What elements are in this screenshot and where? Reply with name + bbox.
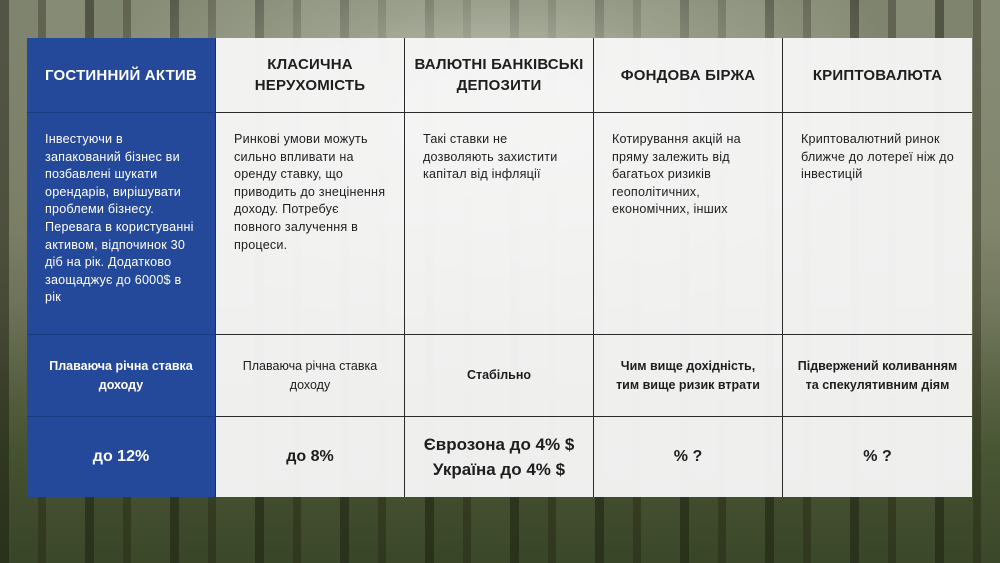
header-cryptocurrency [783, 38, 972, 113]
description-bank-deposits: Такі ставки не дозволяють захистити капітал від інфляції [405, 113, 594, 335]
header-label: КЛАСИЧНА НЕРУХОМІСТЬ [254, 56, 366, 94]
rate-hospitality-asset [27, 417, 216, 497]
rate-value: % ? [863, 448, 892, 465]
rate-cryptocurrency [783, 417, 972, 497]
header-stock-exchange [594, 38, 783, 113]
rate-value-ukraine: Україна до 4% $ [432, 460, 566, 479]
header-label: ФОНДОВА БІРЖА [620, 66, 756, 84]
description-cryptocurrency: Криптовалютний ринок ближче до лотереї ніж до інвестицій [783, 113, 972, 335]
header-label: КРИПТОВАЛЮТА [812, 66, 943, 84]
income-label: Чим вище дохідність, тим вище ризик втрати [616, 358, 760, 392]
description-stock-exchange: Котирування акцій на пряму залежить від багатьох ризиків геополітичних, економічних, інших [594, 113, 783, 335]
description-classic-real-estate: Ринкові умови можуть сильно впливати на оренду ставку, що приводить до знецінення доходу. Потребує повного залучення в процеси. [216, 113, 405, 335]
header-label: ВАЛЮТНІ БАНКІВСЬКІ ДЕПОЗИТИ [414, 56, 584, 94]
rate-bank-deposits [405, 417, 594, 497]
income-hospitality-asset [27, 335, 216, 417]
rate-value: % ? [673, 448, 703, 465]
income-label: Плаваюча річна ставка доходу [49, 358, 193, 392]
rate-classic-real-estate [216, 417, 405, 497]
description-hospitality-asset: Інвестуючи в запакований бізнес ви позбавлені шукати орендарів, вирішувати проблеми бізнесу. Перевага в користуванні активом, відпочинок 30 діб на рік. Додатково заощаджує до 6000$ в рік [27, 113, 216, 335]
income-label: Плаваюча річна ставка доходу [242, 358, 378, 392]
income-bank-deposits [405, 335, 594, 417]
income-classic-real-estate [216, 335, 405, 417]
header-label: ГОСТИННИЙ АКТИВ [45, 66, 197, 84]
rate-stock-exchange [594, 417, 783, 497]
income-stock-exchange [594, 335, 783, 417]
rate-value-eurozone: Єврозона до 4% $ [423, 435, 575, 454]
rate-value: до 8% [286, 448, 334, 465]
header-hospitality-asset [27, 38, 216, 113]
rate-value: до 12% [92, 448, 150, 465]
header-bank-deposits [405, 38, 594, 113]
income-label: Підвержений коливанням та спекулятивним діям [797, 358, 958, 392]
comparison-table [27, 38, 972, 497]
income-label: Стабільно [466, 368, 532, 382]
header-classic-real-estate [216, 38, 405, 113]
income-cryptocurrency [783, 335, 972, 417]
